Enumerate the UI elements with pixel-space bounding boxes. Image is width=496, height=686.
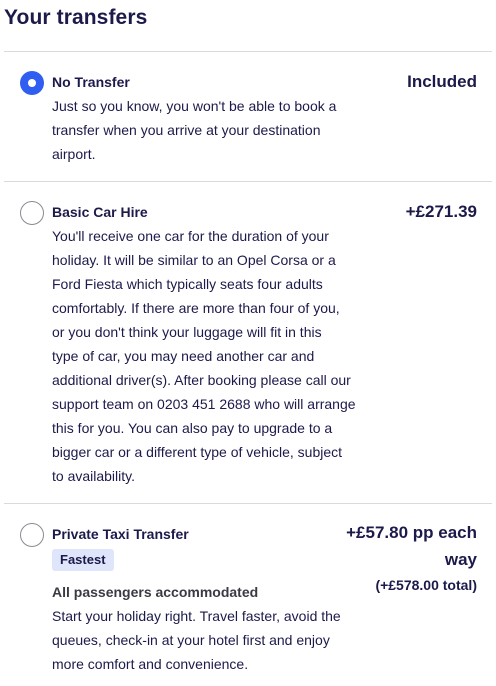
price-per-person: +£57.80 pp each [346, 523, 477, 542]
divider [4, 181, 492, 182]
option-name: No Transfer [52, 74, 130, 90]
description-line: You'll receive one car for the duration of your [52, 228, 329, 244]
description-line: more comfort and convenience. [52, 656, 249, 672]
description-line: type of car, you may need another car and [52, 348, 315, 364]
option-description [52, 94, 364, 166]
price-total: (+£578.00 total) [375, 577, 477, 593]
description-line: additional driver(s). After booking please call our [52, 372, 351, 388]
radio-no-transfer[interactable] [20, 71, 44, 95]
description-line: to availability. [52, 468, 136, 484]
description-line: transfer when you arrive at your destination [52, 122, 321, 138]
description-line: bigger car or a different type of vehicle, subject [52, 444, 343, 460]
option-price: Included [407, 72, 477, 91]
option-description [52, 224, 364, 488]
divider [4, 503, 492, 504]
description-line: Ford Fiesta which typically seats four adults [52, 276, 323, 292]
description-line: this for you. You can also pay to upgrade to a [52, 420, 333, 436]
option-description [52, 604, 364, 676]
description-line: or you don't think your luggage will fit in this [52, 324, 322, 340]
page-title: Your transfers [4, 6, 148, 29]
radio-taxi[interactable] [20, 523, 44, 547]
fastest-badge: Fastest [52, 549, 114, 571]
price-per-person-unit: way [444, 550, 477, 569]
option-name: Basic Car Hire [52, 204, 148, 220]
option-price: +£271.39 [405, 202, 477, 221]
divider [4, 51, 492, 52]
description-line: Start your holiday right. Travel faster, avoid the [52, 608, 341, 624]
description-line: support team on 0203 451 2688 who will arrange [52, 396, 356, 412]
option-subheading: All passengers accommodated [52, 584, 259, 600]
option-name: Private Taxi Transfer [52, 526, 189, 542]
description-line: holiday. It will be similar to an Opel Corsa or a [52, 252, 336, 268]
description-line: queues, check-in at your hotel first and enjoy [52, 632, 330, 648]
description-line: airport. [52, 146, 96, 162]
description-line: comfortably. If there are more than four of you, [52, 300, 340, 316]
option-price [317, 519, 477, 573]
radio-car-hire[interactable] [20, 201, 44, 225]
description-line: Just so you know, you won't be able to book a [52, 98, 337, 114]
